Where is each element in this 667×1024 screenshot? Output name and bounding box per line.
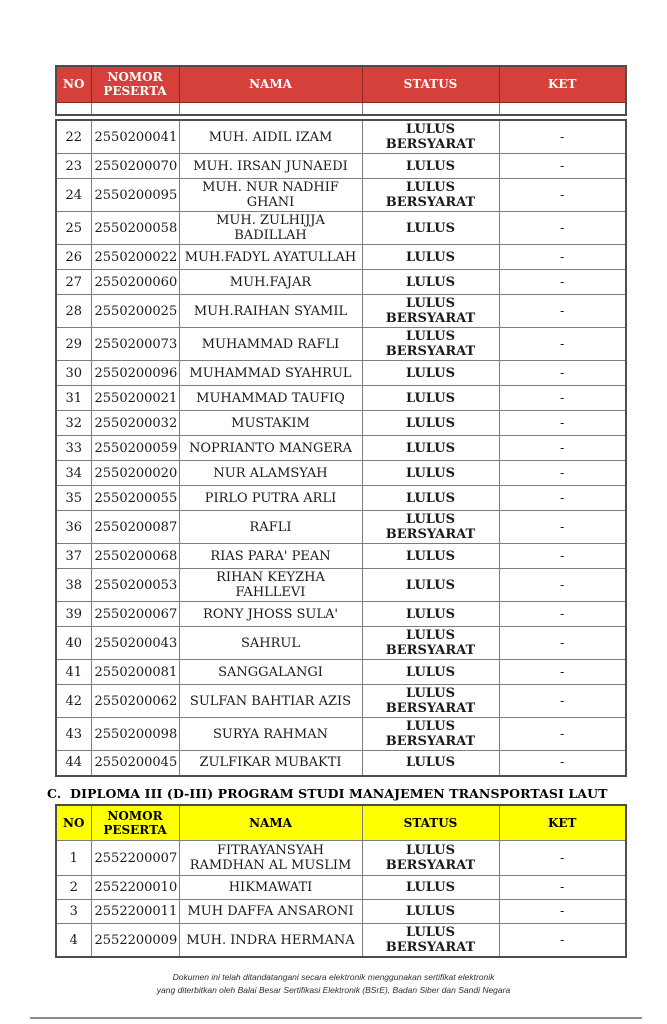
table-row [56,660,626,685]
table-row [56,685,626,718]
cell-status: LULUS BERSYARAT [362,511,499,544]
cell-nomor: 2550200020 [91,461,179,486]
cell-nama: MUH. INDRA HERMANA [179,924,362,958]
cell-no: 27 [56,270,91,295]
cell-nama: MUSTAKIM [179,411,362,436]
cell-nama: MUH.FADYL AYATULLAH [179,245,362,270]
cell-status: LULUS [362,602,499,627]
cell-nomor: 2550200098 [91,718,179,751]
cell-no: 24 [56,179,91,212]
column-header-nama: NAMA [179,805,362,841]
cell-nama: SANGGALANGI [179,660,362,685]
table-row [56,361,626,386]
cell-ket: - [499,461,626,486]
empty-spacer-row [56,102,626,115]
cell-ket: - [499,295,626,328]
cell-ket: - [499,120,626,154]
cell-no: 2 [56,876,91,900]
cell-no: 31 [56,386,91,411]
table-row [56,411,626,436]
cell-ket: - [499,361,626,386]
cell-no: 40 [56,627,91,660]
cell-ket: - [499,751,626,776]
cell-ket: - [499,718,626,751]
cell-status: LULUS [362,361,499,386]
page-edge-line [30,1017,642,1019]
cell-nama: HIKMAWATI [179,876,362,900]
signature-note-line2: yang diterbitkan oleh Balai Besar Sertifikasi Elektronik (BSrE), Badan Siber dan Sandi Negara [156,985,511,995]
cell-ket: - [499,486,626,511]
table-row [56,544,626,569]
table-row [56,900,626,924]
cell-no: 29 [56,328,91,361]
cell-status: LULUS [362,411,499,436]
electronic-signature-note [0,971,667,997]
cell-nama: MUH. AIDIL IZAM [179,120,362,154]
cell-nomor: 2552200011 [91,900,179,924]
cell-nomor: 2550200081 [91,660,179,685]
column-header-nama: NAMA [179,66,362,102]
cell-nomor: 2552200009 [91,924,179,958]
table-row [56,270,626,295]
cell-ket: - [499,660,626,685]
cell-ket: - [499,245,626,270]
cell-status: LULUS [362,660,499,685]
table-b-body [56,120,626,776]
cell-ket: - [499,154,626,179]
table-row [56,511,626,544]
column-header-ket: KET [499,66,626,102]
cell-nomor: 2552200007 [91,841,179,876]
table-row [56,602,626,627]
cell-no: 38 [56,569,91,602]
column-header-no: NO [56,805,91,841]
cell-ket: - [499,179,626,212]
cell-ket: - [499,569,626,602]
cell-nama: MUHAMMAD SYAHRUL [179,361,362,386]
cell-status: LULUS [362,461,499,486]
column-header-nomor: NOMOR PESERTA [91,805,179,841]
cell-nomor: 2550200096 [91,361,179,386]
cell-nomor: 2550200045 [91,751,179,776]
cell-nama: FITRAYANSYAH RAMDHAN AL MUSLIM [179,841,362,876]
table-row [56,841,626,876]
cell-nomor: 2550200068 [91,544,179,569]
cell-ket: - [499,386,626,411]
cell-nomor: 2550200060 [91,270,179,295]
cell-ket: - [499,511,626,544]
table-row [56,212,626,245]
cell-nama: RIAS PARA' PEAN [179,544,362,569]
cell-no: 3 [56,900,91,924]
column-header-status: STATUS [362,805,499,841]
cell-no: 28 [56,295,91,328]
cell-nama: ZULFIKAR MUBAKTI [179,751,362,776]
cell-nomor: 2550200021 [91,386,179,411]
cell-no: 23 [56,154,91,179]
cell-status: LULUS [362,900,499,924]
cell-nama: RONY JHOSS SULA' [179,602,362,627]
table-row [56,386,626,411]
cell-ket: - [499,411,626,436]
column-header-no: NO [56,66,91,102]
cell-status: LULUS [362,436,499,461]
cell-ket: - [499,876,626,900]
cell-status: LULUS BERSYARAT [362,328,499,361]
table-row [56,179,626,212]
table-row [56,328,626,361]
cell-no: 35 [56,486,91,511]
table-c-body [56,841,626,958]
cell-status: LULUS [362,270,499,295]
table-b-header-row [56,66,626,102]
cell-nama: RIHAN KEYZHA FAHLLEVI [179,569,362,602]
cell-status: LULUS [362,569,499,602]
cell-nomor: 2550200055 [91,486,179,511]
cell-nomor: 2550200087 [91,511,179,544]
cell-no: 33 [56,436,91,461]
cell-nomor: 2550200073 [91,328,179,361]
cell-nama: MUHAMMAD TAUFIQ [179,386,362,411]
cell-no: 1 [56,841,91,876]
cell-status: LULUS BERSYARAT [362,120,499,154]
cell-ket: - [499,900,626,924]
cell-ket: - [499,544,626,569]
table-row [56,154,626,179]
cell-status: LULUS BERSYARAT [362,295,499,328]
cell-no: 42 [56,685,91,718]
cell-status: LULUS BERSYARAT [362,627,499,660]
cell-no: 41 [56,660,91,685]
results-table-b [55,119,627,777]
table-row [56,569,626,602]
cell-nama: RAFLI [179,511,362,544]
cell-nomor: 2550200067 [91,602,179,627]
cell-no: 34 [56,461,91,486]
signature-note-line1: Dokumen ini telah ditandatangani secara elektronik menggunakan sertifikat elektronik [172,972,495,982]
column-header-status: STATUS [362,66,499,102]
cell-nama: SULFAN BAHTIAR AZIS [179,685,362,718]
cell-status: LULUS BERSYARAT [362,685,499,718]
cell-ket: - [499,436,626,461]
cell-ket: - [499,685,626,718]
cell-status: LULUS [362,245,499,270]
cell-ket: - [499,627,626,660]
cell-no: 22 [56,120,91,154]
cell-no: 44 [56,751,91,776]
table-row [56,245,626,270]
cell-status: LULUS [362,876,499,900]
cell-status: LULUS BERSYARAT [362,841,499,876]
cell-status: LULUS [362,386,499,411]
cell-nomor: 2550200022 [91,245,179,270]
table-row [56,461,626,486]
page-content [47,65,625,958]
cell-status: LULUS BERSYARAT [362,179,499,212]
cell-nama: PIRLO PUTRA ARLI [179,486,362,511]
table-row [56,486,626,511]
cell-nama: MUH. NUR NADHIF GHANI [179,179,362,212]
table-row [56,718,626,751]
cell-nomor: 2550200058 [91,212,179,245]
cell-ket: - [499,924,626,958]
cell-status: LULUS [362,544,499,569]
cell-no: 32 [56,411,91,436]
table-row [56,120,626,154]
cell-ket: - [499,270,626,295]
cell-status: LULUS [362,486,499,511]
column-header-ket: KET [499,805,626,841]
table-row [56,436,626,461]
cell-status: LULUS BERSYARAT [362,718,499,751]
table-row [56,876,626,900]
cell-no: 39 [56,602,91,627]
cell-no: 25 [56,212,91,245]
cell-nomor: 2550200025 [91,295,179,328]
cell-ket: - [499,212,626,245]
cell-no: 43 [56,718,91,751]
cell-no: 30 [56,361,91,386]
table-row [56,751,626,776]
cell-nomor: 2550200062 [91,685,179,718]
cell-nomor: 2550200053 [91,569,179,602]
results-table-c [55,804,627,959]
column-header-nomor: NOMOR PESERTA [91,66,179,102]
cell-nama: MUH.RAIHAN SYAMIL [179,295,362,328]
cell-ket: - [499,602,626,627]
cell-nomor: 2550200041 [91,120,179,154]
cell-nama: SURYA RAHMAN [179,718,362,751]
cell-nama: MUH.FAJAR [179,270,362,295]
cell-status: LULUS [362,212,499,245]
cell-nama: SAHRUL [179,627,362,660]
cell-nama: MUH. IRSAN JUNAEDI [179,154,362,179]
cell-nama: MUHAMMAD RAFLI [179,328,362,361]
table-c-header-row [56,805,626,841]
cell-nomor: 2550200070 [91,154,179,179]
cell-status: LULUS [362,154,499,179]
cell-nomor: 2550200095 [91,179,179,212]
cell-ket: - [499,328,626,361]
cell-nomor: 2550200032 [91,411,179,436]
table-row [56,924,626,958]
cell-status: LULUS BERSYARAT [362,924,499,958]
cell-nama: MUH DAFFA ANSARONI [179,900,362,924]
cell-no: 36 [56,511,91,544]
cell-nomor: 2550200059 [91,436,179,461]
table-row [56,295,626,328]
cell-ket: - [499,841,626,876]
cell-nomor: 2550200043 [91,627,179,660]
table-row [56,627,626,660]
cell-nama: MUH. ZULHIJJA BADILLAH [179,212,362,245]
cell-no: 37 [56,544,91,569]
cell-no: 26 [56,245,91,270]
cell-nama: NUR ALAMSYAH [179,461,362,486]
cell-nomor: 2552200010 [91,876,179,900]
cell-nama: NOPRIANTO MANGERA [179,436,362,461]
section-c-heading: C. DIPLOMA III (D-III) PROGRAM STUDI MANAJEMEN TRANSPORTASI LAUT [47,785,608,801]
results-table-b-header [55,65,627,116]
cell-no: 4 [56,924,91,958]
cell-status: LULUS [362,751,499,776]
